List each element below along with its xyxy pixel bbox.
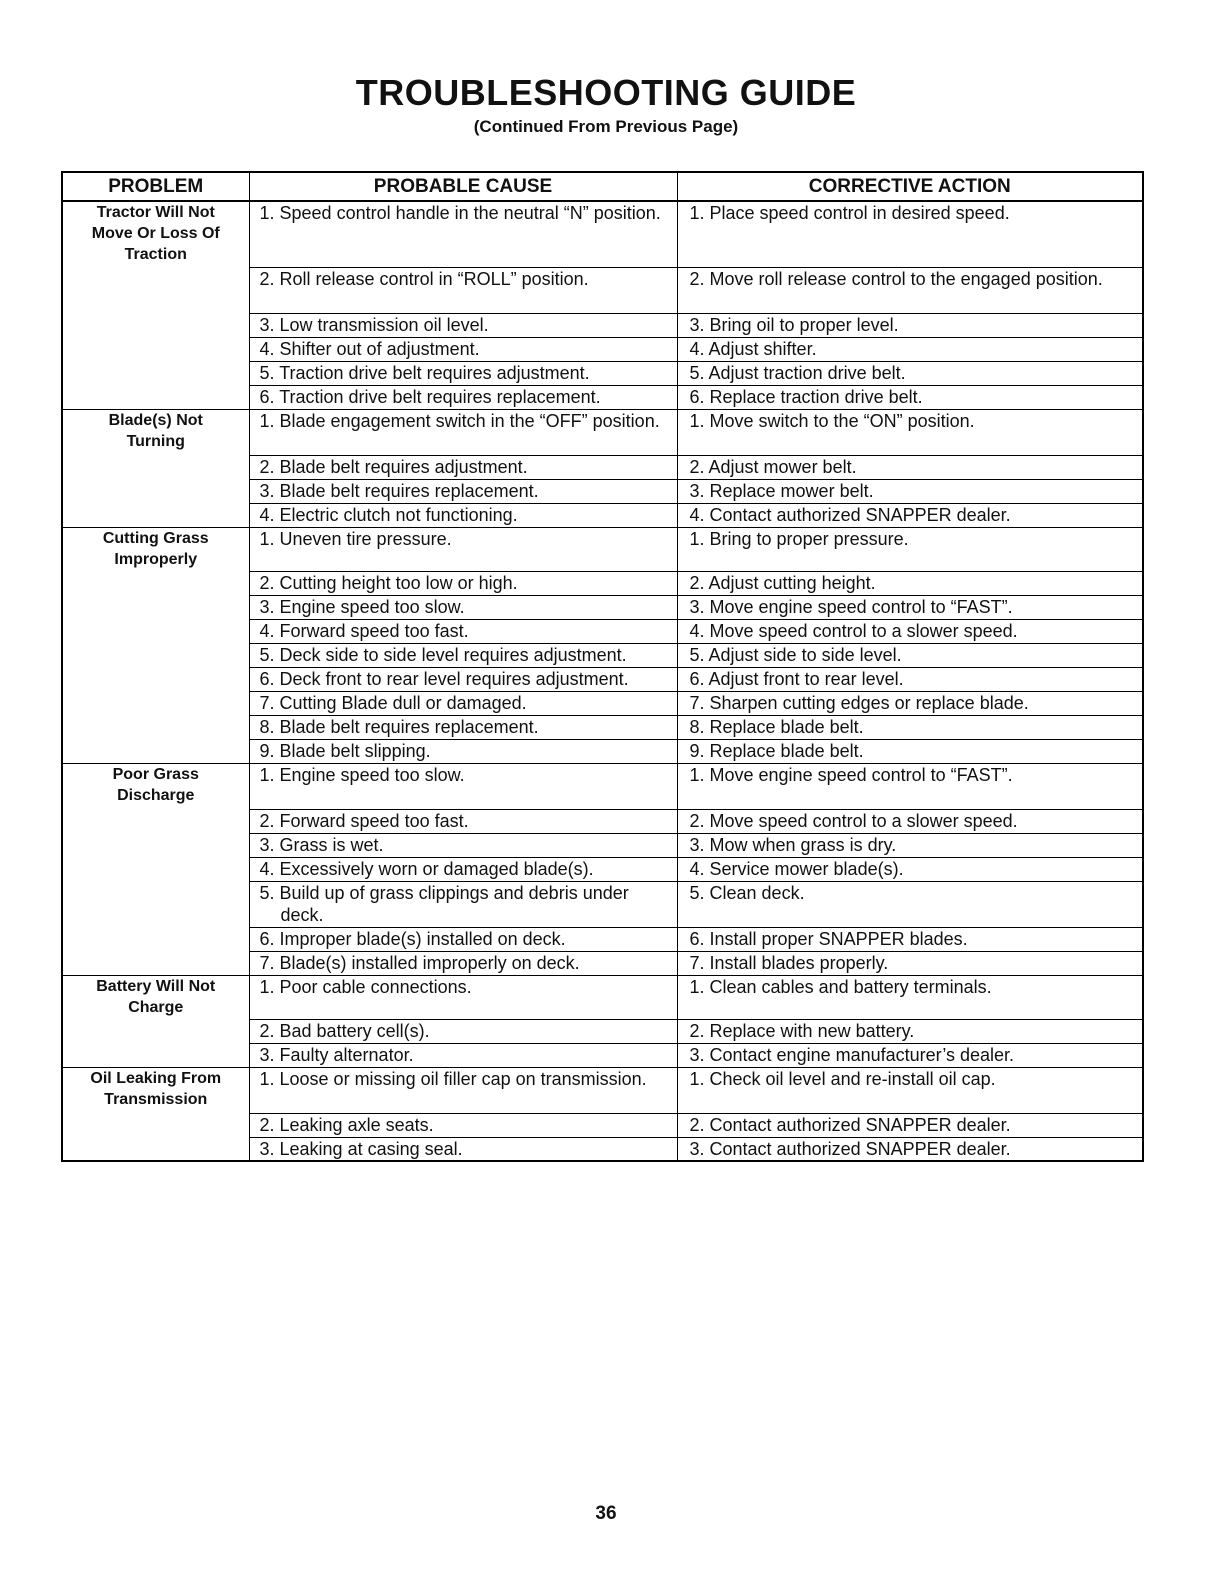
cause-cell [249, 571, 677, 595]
problem-label-line: Traction [124, 246, 187, 263]
probable-cause-text: 6. Deck front to rear level requires adjustment. [259, 668, 629, 689]
column-header-problem: PROBLEM [62, 172, 249, 201]
action-cell [677, 619, 1143, 643]
corrective-action-text: 3. Replace mower belt. [689, 480, 874, 501]
problem-label-line: Battery Will Not [96, 977, 216, 995]
action-cell [677, 337, 1143, 361]
corrective-action-text: 3. Bring oil to proper level. [689, 314, 899, 335]
action-cell [677, 1043, 1143, 1067]
cause-cell [249, 643, 677, 667]
problem-label-line: Improperly [114, 550, 198, 568]
probable-cause-text: 7. Cutting Blade dull or damaged. [259, 692, 527, 713]
probable-cause-text: 1. Speed control handle in the neutral “N” position. [259, 203, 661, 223]
corrective-action-text: 1. Bring to proper pressure. [689, 528, 909, 549]
cause-cell [249, 619, 677, 643]
probable-cause-text: 5. Build up of grass clippings and debris under deck. [259, 882, 629, 925]
cause-cell [249, 715, 677, 739]
action-cell [677, 643, 1143, 667]
corrective-action-text: 5. Adjust side to side level. [689, 644, 902, 665]
probable-cause-text: 2. Cutting height too low or high. [259, 572, 518, 593]
corrective-action-text: 7. Install blades properly. [689, 952, 889, 973]
cause-cell [249, 479, 677, 503]
cause-cell [249, 313, 677, 337]
problem-cell [62, 763, 249, 975]
table-header [62, 172, 1143, 201]
corrective-action-text: 2. Move speed control to a slower speed. [689, 810, 1018, 831]
action-cell [677, 951, 1143, 975]
problem-label-line: Turning [126, 432, 185, 450]
column-header-cause: PROBABLE CAUSE [249, 172, 677, 201]
cause-cell [249, 385, 677, 409]
problem-label-line: Tractor Will Not [96, 204, 215, 221]
cause-cell [249, 201, 677, 267]
corrective-action-text: 4. Contact authorized SNAPPER dealer. [689, 504, 1011, 525]
probable-cause-text: 4. Excessively worn or damaged blade(s). [259, 858, 594, 879]
action-cell [677, 361, 1143, 385]
probable-cause-text: 4. Electric clutch not functioning. [259, 504, 518, 525]
probable-cause-text: 3. Faulty alternator. [259, 1044, 414, 1065]
probable-cause-text: 1. Poor cable connections. [259, 976, 472, 997]
problem-label-line: Oil Leaking From [90, 1069, 222, 1087]
probable-cause-text: 6. Traction drive belt requires replacement. [259, 386, 601, 407]
cause-cell [249, 833, 677, 857]
action-cell [677, 1137, 1143, 1161]
probable-cause-text: 4. Shifter out of adjustment. [259, 338, 480, 359]
header-row [62, 172, 1143, 201]
probable-cause-text: 2. Roll release control in “ROLL” position. [259, 268, 589, 289]
corrective-action-text: 2. Adjust cutting height. [689, 572, 876, 593]
corrective-action-text: 6. Replace traction drive belt. [689, 386, 923, 407]
probable-cause-text: 4. Forward speed too fast. [259, 620, 469, 641]
problem-cell [62, 409, 249, 527]
corrective-action-text: 4. Adjust shifter. [689, 338, 817, 359]
troubleshooting-table [61, 171, 1144, 1162]
probable-cause-text: 3. Grass is wet. [259, 834, 384, 855]
problem-label-line: Cutting Grass [102, 529, 209, 547]
table-row [62, 1067, 1143, 1113]
probable-cause-text: 7. Blade(s) installed improperly on deck. [259, 952, 580, 973]
corrective-action-text: 6. Install proper SNAPPER blades. [689, 928, 968, 949]
page-number: 36 [595, 1503, 617, 1524]
problem-cell [62, 201, 249, 409]
action-cell [677, 455, 1143, 479]
page-title: TROUBLESHOOTING GUIDE [355, 72, 857, 113]
problem-cell [62, 1067, 249, 1161]
action-cell [677, 857, 1143, 881]
probable-cause-text: 8. Blade belt requires replacement. [259, 716, 539, 737]
problem-label-line: Move Or Loss Of [91, 225, 220, 242]
cause-cell [249, 409, 677, 455]
corrective-action-text: 3. Mow when grass is dry. [689, 834, 897, 855]
cause-cell [249, 267, 677, 313]
corrective-action-text: 3. Contact authorized SNAPPER dealer. [689, 1138, 1011, 1159]
problem-label-line: Discharge [117, 786, 195, 804]
table-row [62, 975, 1143, 1019]
cause-cell [249, 763, 677, 809]
cause-cell [249, 1137, 677, 1161]
cause-cell [249, 809, 677, 833]
action-cell [677, 527, 1143, 571]
table-row [62, 527, 1143, 571]
probable-cause-text: 5. Traction drive belt requires adjustment. [259, 362, 590, 383]
action-cell [677, 595, 1143, 619]
action-cell [677, 201, 1143, 267]
action-cell [677, 1113, 1143, 1137]
action-cell [677, 267, 1143, 313]
action-cell [677, 763, 1143, 809]
probable-cause-text: 3. Leaking at casing seal. [259, 1138, 463, 1159]
corrective-action-text: 2. Replace with new battery. [689, 1020, 915, 1041]
corrective-action-text: 2. Move roll release control to the engaged position. [689, 268, 1103, 289]
corrective-action-text: 4. Move speed control to a slower speed. [689, 620, 1018, 641]
probable-cause-text: 1. Loose or missing oil filler cap on transmission. [259, 1068, 647, 1089]
corrective-action-text: 1. Check oil level and re-install oil cap. [689, 1068, 996, 1089]
probable-cause-text: 1. Blade engagement switch in the “OFF” position. [259, 410, 660, 431]
action-cell [677, 385, 1143, 409]
cause-cell [249, 1067, 677, 1113]
probable-cause-text: 3. Low transmission oil level. [259, 314, 489, 335]
probable-cause-text: 2. Forward speed too fast. [259, 810, 469, 831]
table-row [62, 763, 1143, 809]
cause-cell [249, 739, 677, 763]
probable-cause-text: 3. Blade belt requires replacement. [259, 480, 539, 501]
corrective-action-text: 1. Clean cables and battery terminals. [689, 976, 992, 997]
action-cell [677, 667, 1143, 691]
problem-label-line: Poor Grass [112, 765, 199, 783]
problem-label-line: Transmission [104, 1090, 208, 1108]
cause-cell [249, 361, 677, 385]
column-header-action: CORRECTIVE ACTION [677, 172, 1143, 201]
corrective-action-text: 5. Clean deck. [689, 882, 805, 903]
action-cell [677, 975, 1143, 1019]
table-row [62, 409, 1143, 455]
cause-cell [249, 503, 677, 527]
cause-cell [249, 455, 677, 479]
cause-cell [249, 857, 677, 881]
cause-cell [249, 1019, 677, 1043]
corrective-action-text: 8. Replace blade belt. [689, 716, 864, 737]
problem-cell [62, 975, 249, 1067]
action-cell [677, 809, 1143, 833]
cause-cell [249, 691, 677, 715]
cause-cell [249, 667, 677, 691]
probable-cause-text: 3. Engine speed too slow. [259, 596, 465, 617]
action-cell [677, 1019, 1143, 1043]
cause-cell [249, 881, 677, 927]
probable-cause-text: 2. Leaking axle seats. [259, 1114, 434, 1135]
action-cell [677, 833, 1143, 857]
action-cell [677, 715, 1143, 739]
corrective-action-text: 1. Move switch to the “ON” position. [689, 410, 975, 431]
corrective-action-text: 7. Sharpen cutting edges or replace blade. [689, 692, 1029, 713]
probable-cause-text: 2. Bad battery cell(s). [259, 1020, 430, 1041]
probable-cause-text: 1. Engine speed too slow. [259, 764, 465, 785]
probable-cause-text: 5. Deck side to side level requires adjustment. [259, 644, 627, 665]
cause-cell [249, 951, 677, 975]
page-subtitle: (Continued From Previous Page) [473, 117, 739, 136]
probable-cause-text: 2. Blade belt requires adjustment. [259, 456, 528, 477]
table-row [62, 201, 1143, 267]
action-cell [677, 739, 1143, 763]
probable-cause-text: 6. Improper blade(s) installed on deck. [259, 928, 566, 949]
corrective-action-text: 2. Contact authorized SNAPPER dealer. [689, 1114, 1011, 1135]
probable-cause-text: 1. Uneven tire pressure. [259, 528, 452, 549]
cause-cell [249, 975, 677, 1019]
action-cell [677, 313, 1143, 337]
corrective-action-text: 3. Move engine speed control to “FAST”. [689, 596, 1013, 617]
corrective-action-text: 3. Contact engine manufacturer’s dealer. [689, 1044, 1015, 1065]
corrective-action-text: 1. Move engine speed control to “FAST”. [689, 764, 1013, 785]
problem-cell [62, 527, 249, 763]
probable-cause-text: 9. Blade belt slipping. [259, 740, 431, 761]
action-cell [677, 503, 1143, 527]
action-cell [677, 571, 1143, 595]
action-cell [677, 927, 1143, 951]
corrective-action-text: 4. Service mower blade(s). [689, 858, 904, 879]
corrective-action-text: 9. Replace blade belt. [689, 740, 864, 761]
action-cell [677, 691, 1143, 715]
cause-cell [249, 527, 677, 571]
cause-cell [249, 1113, 677, 1137]
cause-cell [249, 595, 677, 619]
problem-label-line: Charge [128, 998, 184, 1016]
action-cell [677, 409, 1143, 455]
action-cell [677, 479, 1143, 503]
corrective-action-text: 1. Place speed control in desired speed. [689, 203, 1010, 223]
corrective-action-text: 6. Adjust front to rear level. [689, 668, 904, 689]
table-body [62, 201, 1143, 1161]
cause-cell [249, 337, 677, 361]
action-cell [677, 881, 1143, 927]
cause-cell [249, 1043, 677, 1067]
corrective-action-text: 2. Adjust mower belt. [689, 456, 857, 477]
corrective-action-text: 5. Adjust traction drive belt. [689, 362, 906, 383]
problem-label-line: Blade(s) Not [108, 411, 203, 429]
cause-cell [249, 927, 677, 951]
action-cell [677, 1067, 1143, 1113]
